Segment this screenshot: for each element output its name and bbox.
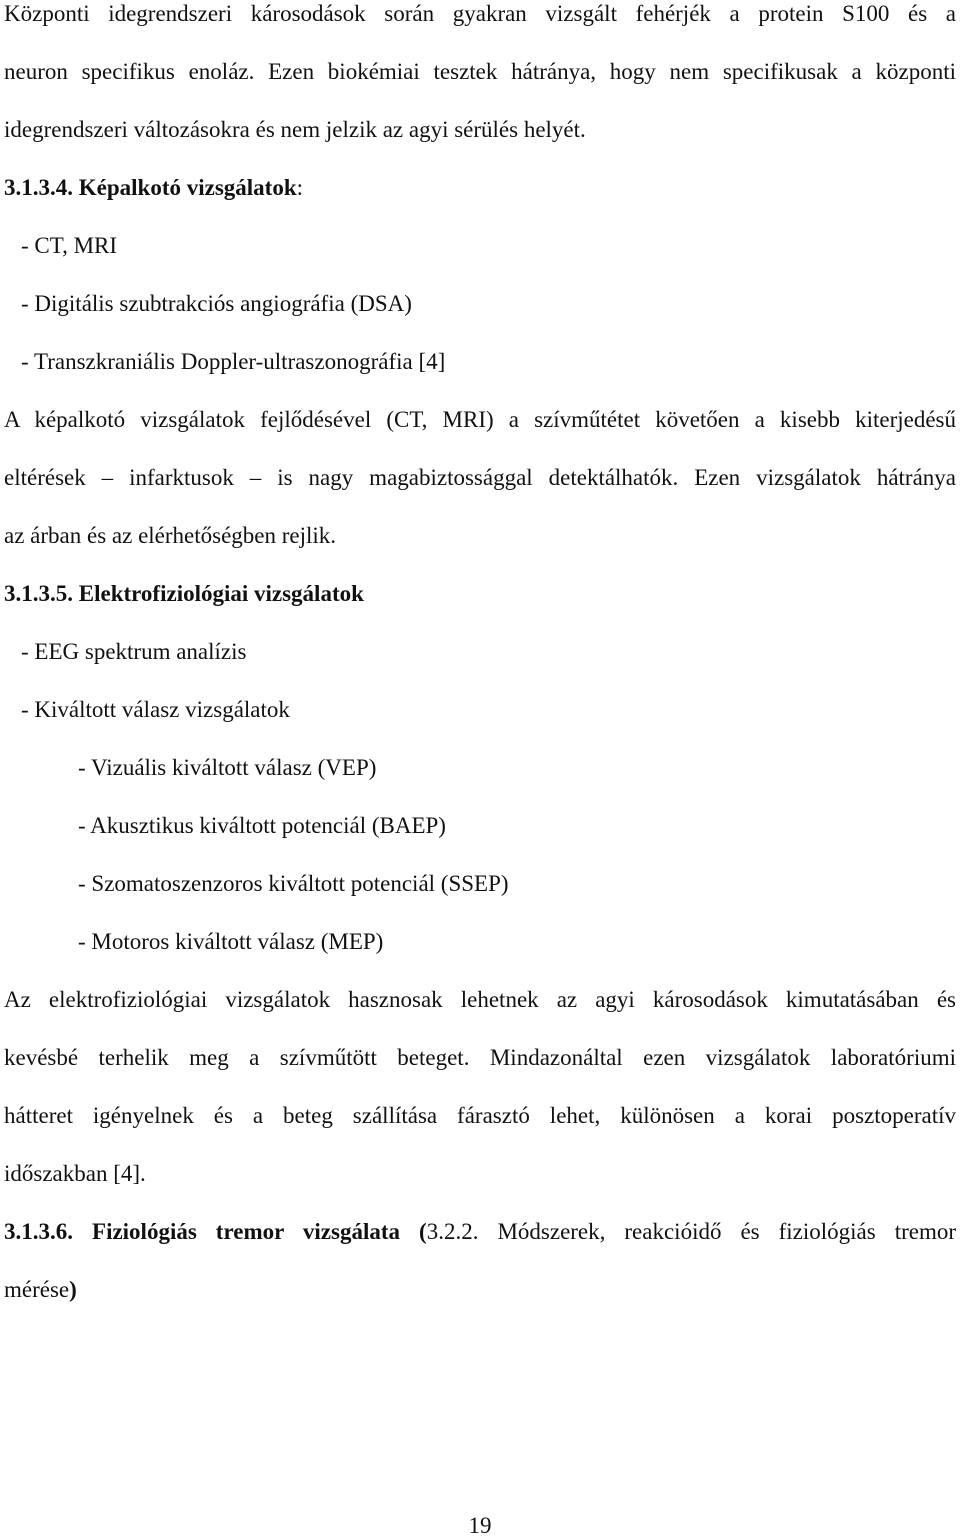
paragraph-line: eltérések – infarktusok – is nagy magabiztossággal detektálhatók. Ezen vizsgálatok hátránya — [4, 465, 956, 490]
list-item: - Digitális szubtrakciós angiográfia (DSA) — [21, 291, 412, 316]
sub-list-item: - Vizuális kiváltott válasz (VEP) — [78, 755, 377, 780]
section-number: 3.1.3.5. — [4, 581, 73, 606]
sub-list-item: - Motoros kiváltott válasz (MEP) — [78, 929, 384, 954]
cross-reference: 3.2.2. Módszerek, reakcióidő és fiziológiás tremor — [426, 1219, 957, 1244]
section-title: Képalkotó vizsgálatok — [78, 175, 297, 200]
paragraph-line: A képalkotó vizsgálatok fejlődésével (CT, MRI) a szívműtétet követően a kisebb kiterjedésű — [4, 407, 956, 432]
section-heading-3-1-3-5 — [4, 580, 364, 608]
section-number: 3.1.3.4. — [4, 175, 73, 200]
list-item: - Kiváltott válasz vizsgálatok — [21, 697, 290, 722]
paragraph-line: idegrendszeri változásokra és nem jelzik az agyi sérülés helyét. — [4, 117, 586, 142]
paragraph-line: Központi idegrendszeri károsodások során gyakran vizsgált fehérjék a protein S100 és a — [4, 1, 956, 26]
page-number: 19 — [468, 1513, 492, 1538]
paragraph-line: Az elektrofiziológiai vizsgálatok hasznosak lehetnek az agyi károsodások kimutatásában és — [4, 987, 956, 1012]
paragraph-line: kevésbé terhelik meg a szívműtött beteget. Mindazonáltal ezen vizsgálatok laboratóriumi — [4, 1045, 956, 1070]
section-number: 3.1.3.6. — [4, 1219, 73, 1244]
sub-list-item: - Szomatoszenzoros kiváltott potenciál (SSEP) — [78, 871, 509, 896]
paragraph-line: neuron specifikus enoláz. Ezen biokémiai tesztek hátránya, hogy nem specifikusak a központi — [4, 59, 956, 84]
close-paren: ) — [69, 1277, 77, 1302]
paragraph-line: hátteret igényelnek és a beteg szállítása fárasztó lehet, különösen a korai posztoperatív — [4, 1103, 956, 1128]
paragraph-line: időszakban [4]. — [4, 1161, 146, 1186]
section-heading-3-1-3-6 — [4, 1218, 956, 1246]
list-item: - EEG spektrum analízis — [21, 639, 247, 664]
section-title: Fiziológiás tremor vizsgálata — [92, 1219, 401, 1244]
section-heading-3-1-3-4 — [4, 174, 303, 202]
heading-colon: : — [296, 175, 304, 200]
heading-continuation — [4, 1276, 77, 1304]
list-item: - Transzkraniális Doppler-ultraszonográfia [4] — [21, 349, 446, 374]
list-item: - CT, MRI — [21, 233, 118, 258]
section-title: Elektrofiziológiai vizsgálatok — [78, 581, 364, 606]
sub-list-item: - Akusztikus kiváltott potenciál (BAEP) — [78, 813, 446, 838]
open-paren: ( — [419, 1219, 427, 1244]
paragraph-line: az árban és az elérhetőségben rejlik. — [4, 523, 337, 548]
cross-reference-end: mérése — [4, 1277, 70, 1302]
